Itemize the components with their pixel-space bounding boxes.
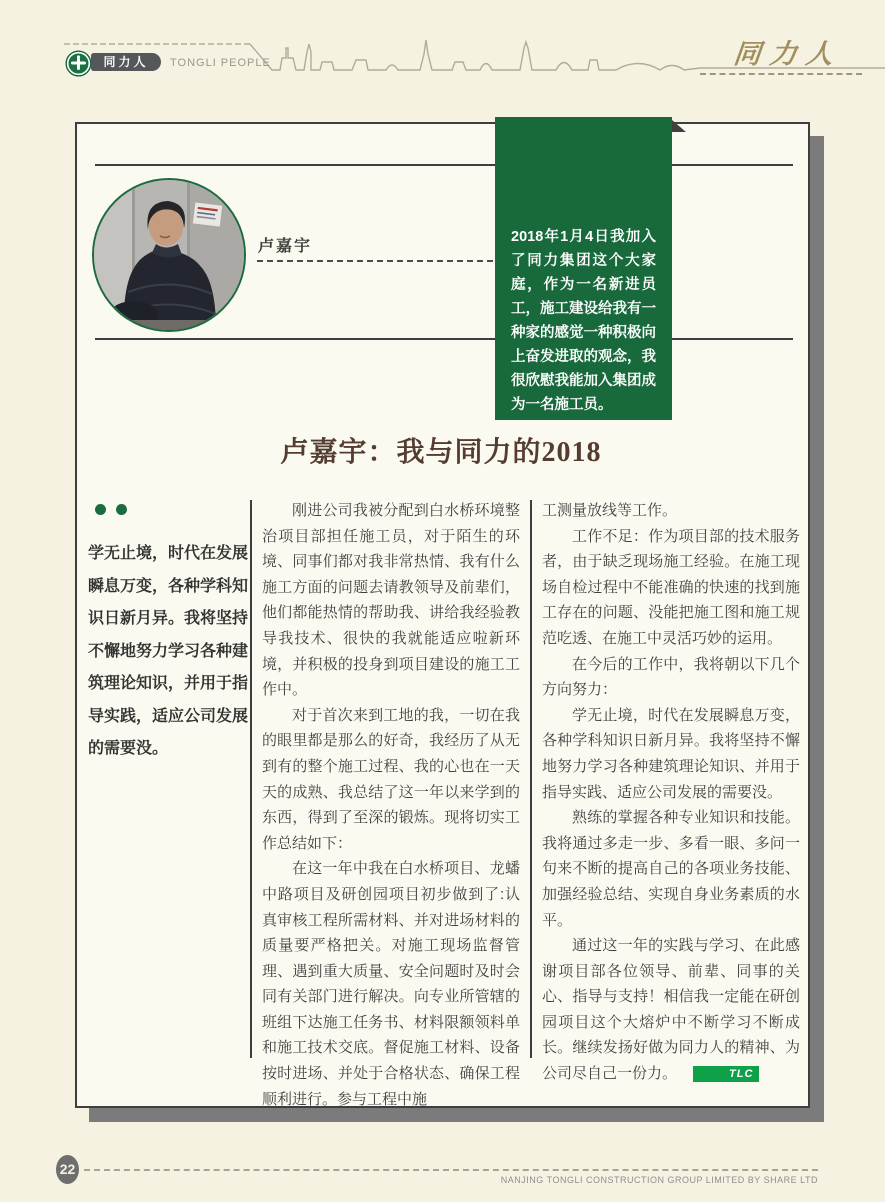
tongli-emblem-icon: [65, 50, 92, 77]
tlc-end-badge: TLC: [693, 1066, 759, 1082]
portrait-image: [94, 180, 244, 330]
profile-photo: [92, 178, 246, 332]
pull-quote: 学无止境，时代在发展瞬息万变，各种学科知识日新月异。我将坚持不懈地努力学习各种建筑理论知识，并用于指导实践，适应公司发展的需要没。: [88, 545, 249, 757]
masthead-subtitle: TONGLI PEOPLE: [170, 57, 271, 69]
body-column-2: [542, 498, 800, 1087]
footer-divider: [84, 1169, 818, 1171]
paragraph: 在这一年中我在白水桥项目、龙蟠中路项目及研创园项目初步做到了:认真审核工程所需材料、并对进场材料的质量要严格把关。对施工现场监督管理、遇到重大质量、安全问题时及时会同有关部门进行解决。向专业所管辖的班组下达施工任务书、材料限额领料单和施工技术交底。督促施工材料、设备按时进场、并处于合格状态、确保工程顺利进行。参与工程中施: [262, 860, 520, 1108]
quote-banner: [495, 117, 672, 420]
corner-fold-icon: [672, 119, 686, 133]
banner-quote-text: 2018年1月4日我加入了同力集团这个大家庭，作为一名新进员工，施工建设给我有一种家的感觉一种积极向上奋发进取的观念，我很欣慰我能加入集团成为一名施工员。: [511, 229, 656, 413]
paragraph: 在今后的工作中，我将朝以下几个方向努力：: [542, 655, 800, 699]
top-rule-1: [95, 164, 793, 166]
paragraph: 熟练的掌握各种专业知识和技能。我将通过多走一步、多看一眼、多问一句来不断的提高自己的各项业务技能、加强经验总结、实现自身业务素质的水平。: [542, 809, 800, 929]
name-underline: [257, 260, 493, 262]
paragraph: 刚进公司我被分配到白水桥环境整治项目部担任施工员，对于陌生的环境、同事们都对我非常热情、我有什么施工方面的问题去请教领导及前辈们，他们都能热情的帮助我、讲给我经验教导我技术、很快的我就能适应啦新环境，并积极的投身到项目建设的施工工作中。: [262, 502, 520, 699]
masthead-calligraphy: 同力人: [732, 39, 844, 69]
column-divider-2: [530, 500, 532, 1058]
calligraphy-underline: [700, 73, 862, 75]
article-title: 卢嘉宇：我与同力的2018: [280, 437, 602, 468]
body-column-1: [262, 498, 520, 1112]
paragraph: 学无止境，时代在发展瞬息万变，各种学科知识日新月异。我将坚持不懈地努力学习各种建筑理论知识、并用于指导实践、适应公司发展的需要没。: [542, 706, 800, 801]
paragraph: 工作不足：作为项目部的技术服务者，由于缺乏现场施工经验。在施工现场自检过程中不能准确的快速的找到施工存在的问题、没能把施工图和施工规范吃透、在施工中灵活巧妙的运用。: [542, 527, 800, 647]
column-divider-1: [250, 500, 252, 1058]
page-number: 22: [56, 1155, 79, 1184]
top-rule-2: [95, 338, 793, 340]
paragraph: [542, 933, 800, 1087]
paragraph: 对于首次来到工地的我，一切在我的眼里都是那么的好奇，我经历了从无到有的整个施工过程、我的心也在一天天的成熟、我总结了这一年以来学到的东西，得到了至深的锻炼。现将切实工作总结如下：: [262, 706, 520, 852]
company-name: NANJING TONGLI CONSTRUCTION GROUP LIMITED BY SHARE LTD: [500, 1175, 818, 1185]
paragraph: 工测量放线等工作。: [542, 502, 678, 519]
person-name: 卢嘉宇: [258, 238, 313, 255]
paragraph-text: 通过这一年的实践与学习、在此感谢项目部各位领导、前辈、同事的关心、指导与支持！相信我一定能在研创园项目这个大熔炉中不断学习不断成长。继续发扬好做为同力人的精神、为公司尽自己一份力。: [542, 937, 800, 1083]
double-dot-icon: [95, 502, 137, 520]
masthead-label: 同力人: [91, 53, 161, 71]
